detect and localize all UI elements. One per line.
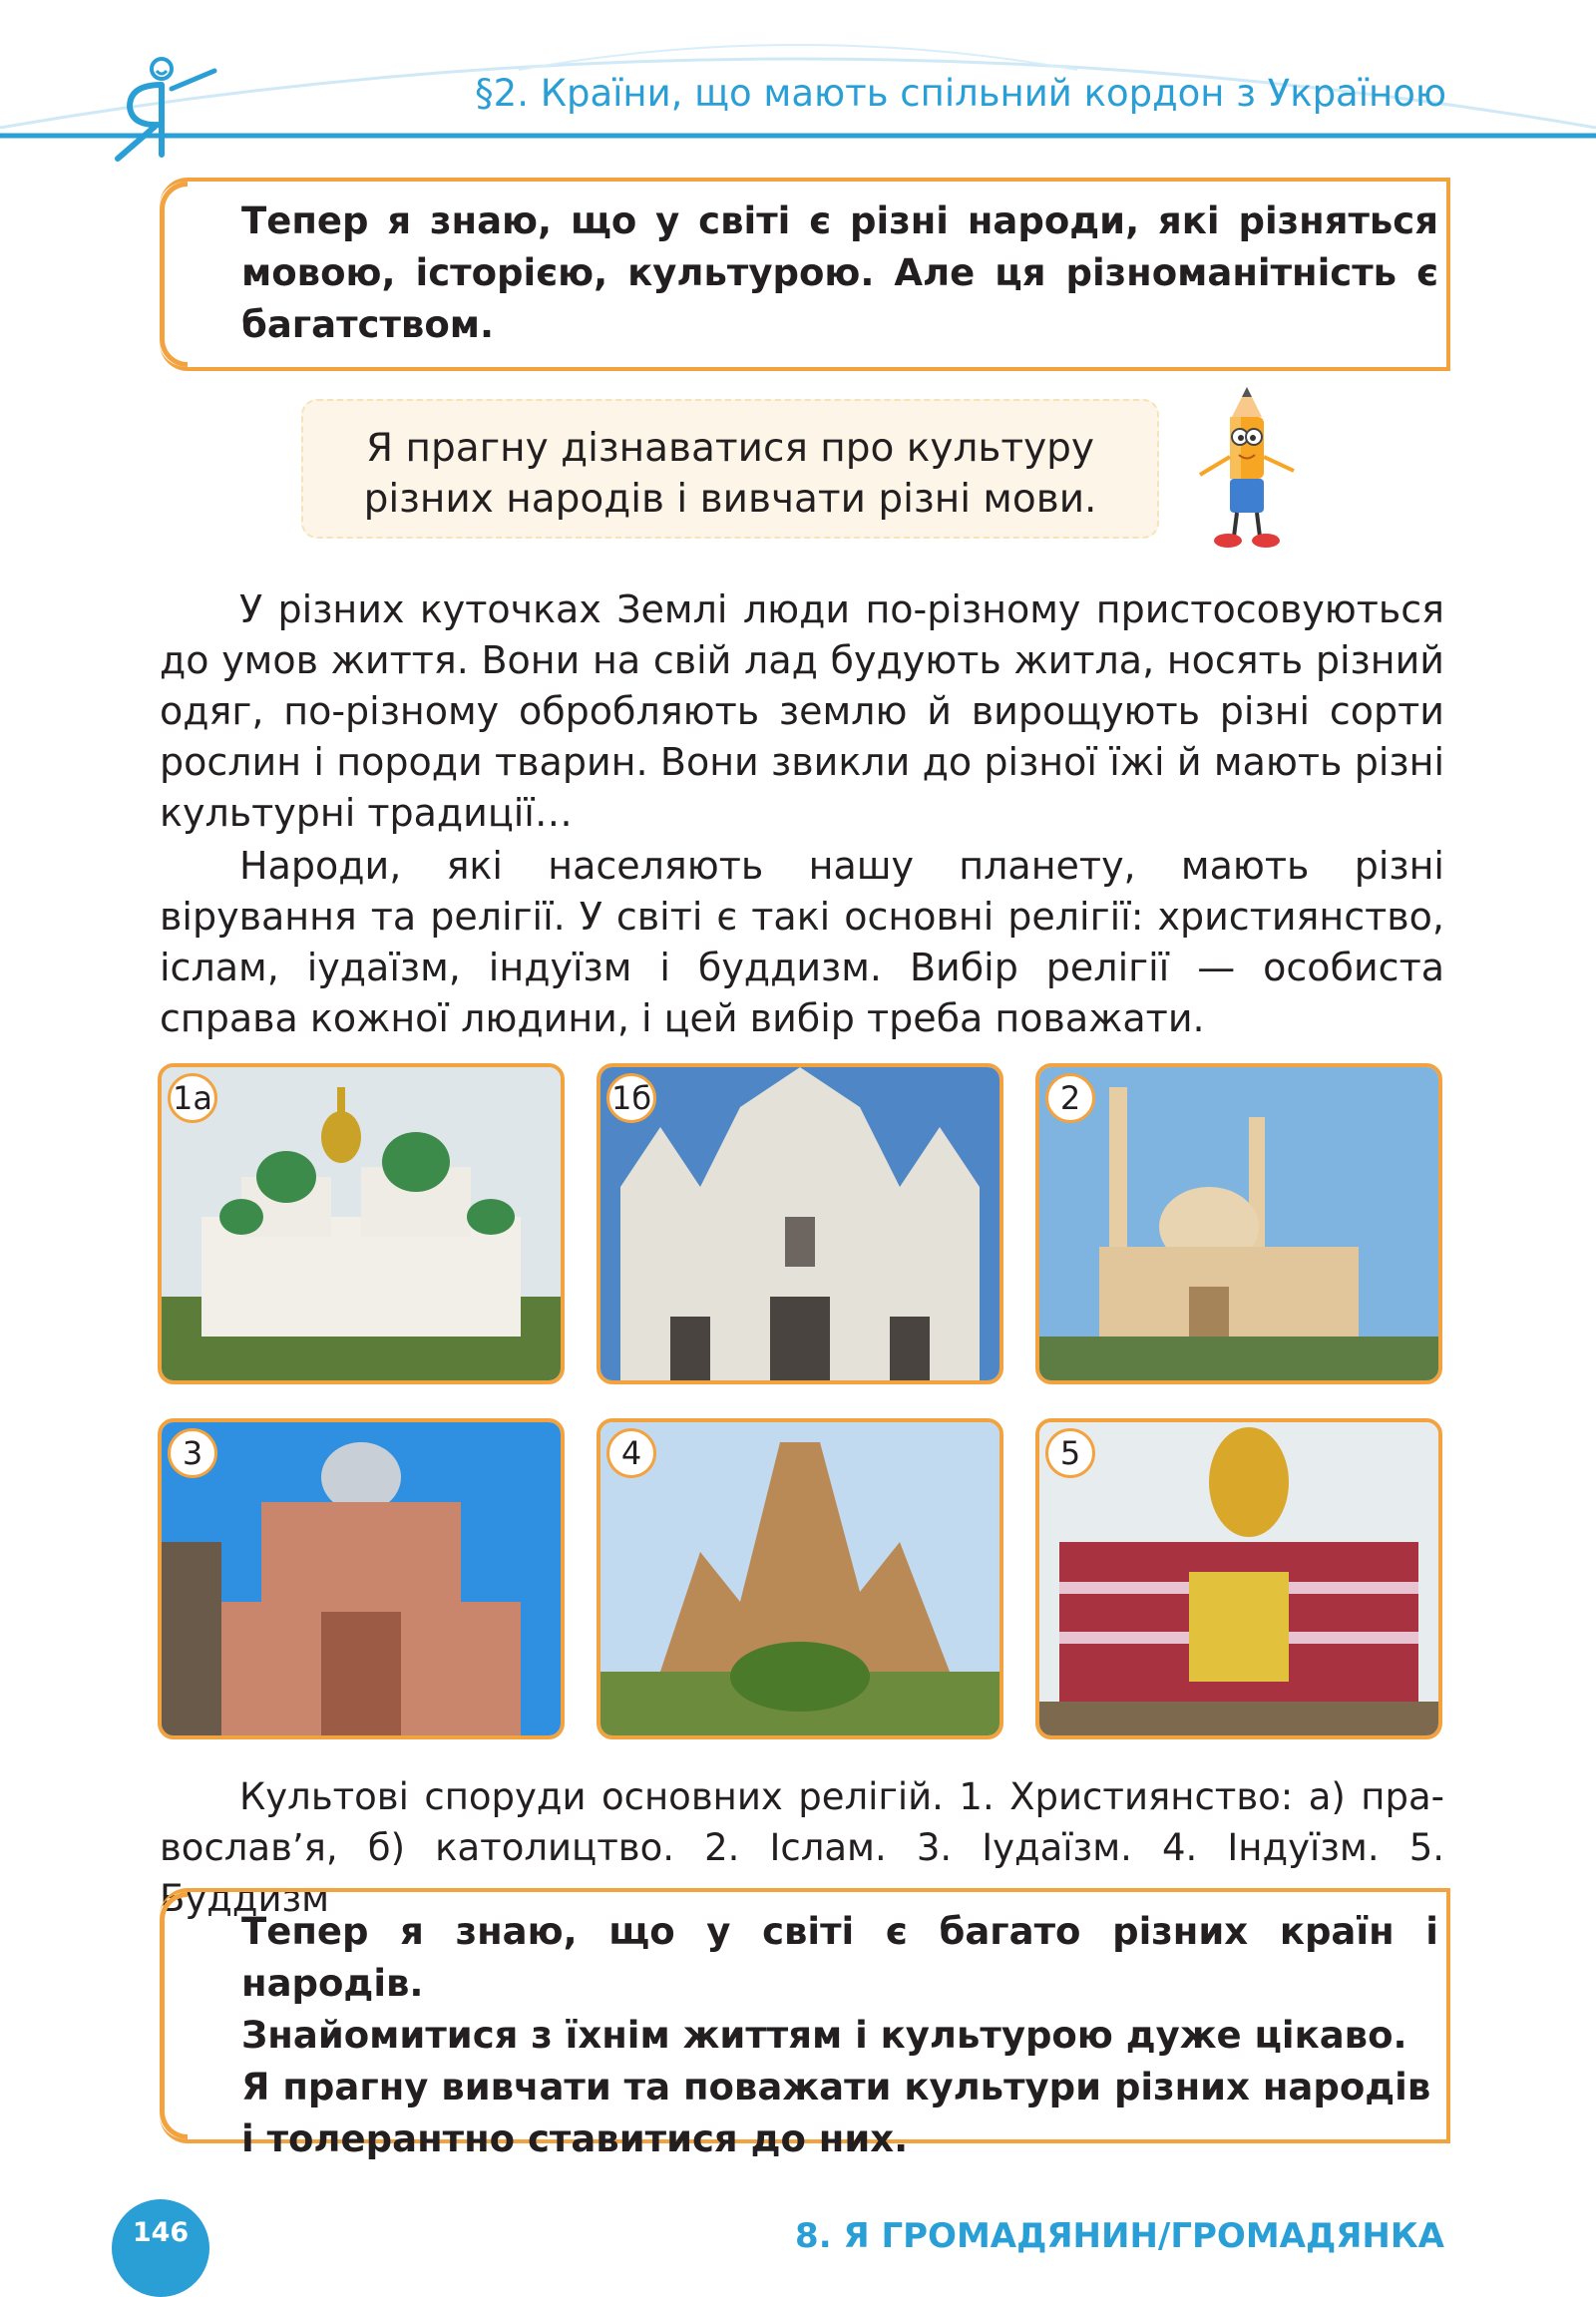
page-number: 146 [132, 2217, 190, 2248]
photo-label-5: 5 [1045, 1428, 1095, 1478]
photo-buddhist-temple [1035, 1418, 1442, 1739]
photo-label-4: 4 [606, 1428, 656, 1478]
thought-text [303, 423, 1157, 525]
section-title: §2. Країни, що мають спільний кордон з Україною [475, 72, 1446, 115]
summary-box-top [160, 178, 1450, 371]
photo-label-3: 3 [168, 1428, 217, 1478]
caption-line-1: Культові споруди основних релігій. 1. Християнство: а) пра- [239, 1775, 1444, 1818]
summary-line-1: Тепер я знаю, що у світі є багато різних країн і народів. [241, 1910, 1438, 2005]
photo-synagogue [158, 1418, 565, 1739]
thought-line-1: Я прагну дізнаватися про культуру [366, 426, 1094, 471]
photo-label-1b: 1б [606, 1073, 656, 1123]
photo-orthodox-cathedral [158, 1063, 565, 1384]
paragraph-2 [160, 841, 1444, 1044]
summary-box-bottom [160, 1888, 1450, 2160]
paragraph-1-text: У різних куточках Землі люди по-різному пристосовуються до умов життя. Вони на свій лад будують житла, носять різний одяг, по-різному обробляють землю й вирощують різні сорти рослин і породи тварин. Вони звикли до різної їжі й мають різні культурні традиції… [160, 587, 1444, 835]
thought-bubble [301, 399, 1159, 539]
summary-line-4: і толерантно ставитися до них. [241, 2117, 909, 2160]
photo-gothic-cathedral [597, 1063, 1003, 1384]
summary-box-bottom-text [241, 1906, 1438, 2165]
paragraph-1 [160, 584, 1444, 839]
footer-section-title: 8. Я ГРОМАДЯНИН/ГРОМАДЯНКА [795, 2216, 1444, 2256]
summary-line-3: Я прагну вивчати та поважати культури різних народів [241, 2066, 1431, 2108]
photo-label-2: 2 [1045, 1073, 1095, 1123]
photo-label-1a: 1а [168, 1073, 217, 1123]
pencil-mascot-icon [1192, 387, 1302, 557]
summary-line-2: Знайомитися з їхнім життям і культурою дуже цікаво. [241, 2014, 1407, 2057]
paragraph-2-text: Народи, які населяють нашу планету, мають різні вірування та релігії. У світі є такі основні релігії: християнство, іслам, іудаїзм, індуїзм і буддизм. Вибір релігії — особиста справа кожної людини, і цей вибір треба поважати. [160, 844, 1444, 1040]
thought-line-2: різних народів і вивчати різні мови. [363, 477, 1097, 522]
page-number-badge [112, 2199, 209, 2297]
caption-line-2: вослав’я, б) католицтво. 2. Іслам. 3. Іудаїзм. 4. Індуїзм. 5. Буддизм [160, 1826, 1444, 1920]
photo-hindu-temple [597, 1418, 1003, 1739]
ya-logo-icon [100, 55, 219, 165]
summary-box-top-text: Тепер я знаю, що у світі є різні народи, які різняться мовою, історією, культурою. Але ця різноманітність є багатством. [241, 199, 1438, 346]
photo-mosque [1035, 1063, 1442, 1384]
